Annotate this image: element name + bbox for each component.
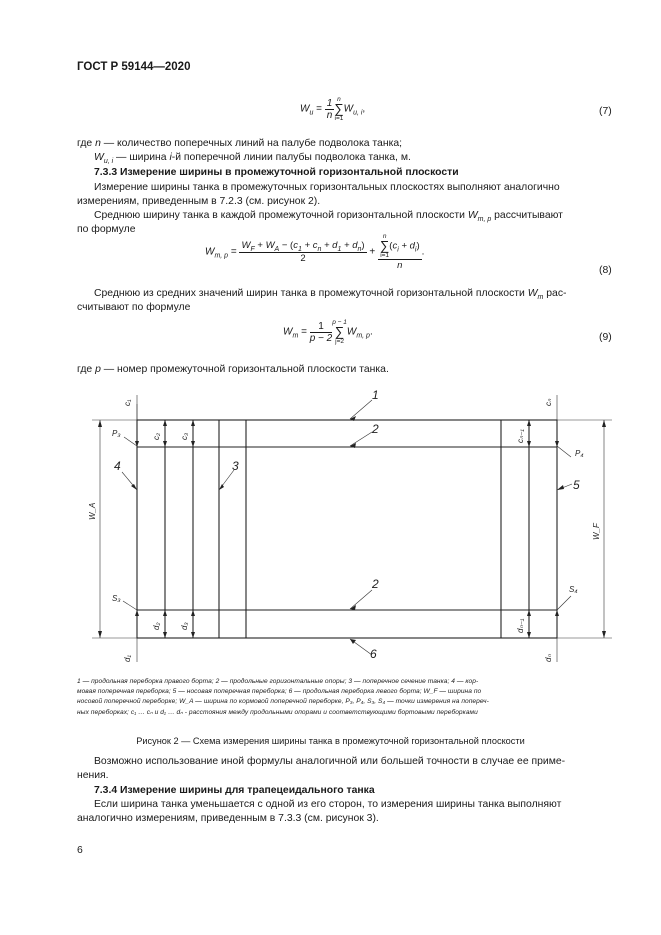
label-d3: d₃ [180,622,189,630]
figure-legend [77,677,617,718]
where-p-line: где p — номер промежуточной горизонтальной плоскости танка. [77,364,389,375]
label-s3: S₃ [112,594,121,603]
figure-caption: Рисунок 2 — Схема измерения ширины танка в промежуточной горизонтальной плоскости [136,736,525,746]
label-dn: dₙ [544,654,553,662]
section-7-3-3-para1-line1: Измерение ширины танка в промежуточных горизонтальных плоскостях выполняют аналогично [94,182,560,193]
after-figure-line2: нения. [77,770,109,781]
formula-8: $W_{m, p}$ = $\frac{W_F + W_A - (c_1 + c_n + d_1 + d_n)}{2}$ + n ∑ i=1 $(c_i + d_i)$ n . [205,233,425,271]
legend-line-4: ных переборках; c₁ … cₙ и d₁ … dₙ - расстояния между продольными опорами и соответствующими бортовыми переборками [77,708,478,716]
label-cn-1: cₙ₋₁ [516,429,525,443]
label-d1: d₁ [123,655,132,662]
where-n-line: где n — количество поперечных линий на палубе подволока танка; [77,138,403,149]
label-5: 5 [573,478,580,492]
standard-header: ГОСТ Р 59144—2020 [77,61,191,73]
label-c3: c₃ [180,432,189,440]
formula-7-number: (7) [599,106,612,117]
tank-outline [137,420,557,638]
label-d2: d₂ [152,622,161,630]
legend-line-2: мовая поперечная переборка; 5 — носовая поперечная переборка; 6 — продольная переборка левого борта; W_F — ширина по [77,688,482,696]
label-2-bottom: 2 [372,577,379,591]
label-c1: c₁ [123,399,132,406]
para3-line2: считывают по формуле [77,302,191,313]
formula-9-number: (9) [599,332,612,343]
label-wf: W_F [592,523,601,540]
label-cn: cₙ [544,398,553,406]
after-figure-line1: Возможно использование иной формулы аналогичной или большей точности в случае ее приме- [94,756,566,767]
formula-8-number: (8) [599,265,612,276]
label-4: 4 [114,459,121,473]
label-3: 3 [232,459,239,473]
label-6: 6 [370,647,377,661]
section-7-3-3-para1-line2: измерениям, приведенным в 7.2.3 (см. рисунок 2). [77,196,321,207]
section-7-3-4-line2: аналогично измерениям, приведенным в 7.3.3 (см. рисунок 3). [77,813,379,824]
section-7-3-4-line1: Если ширина танка уменьшается с одной из его сторон, то измерения ширины танка выполняют [94,799,562,810]
para3-line1: Среднюю из средних значений ширин танка в промежуточной горизонтальной плоскости $W_m$ рас- [94,288,567,302]
where-wui-line: $W_{u, i}$ — ширина i-й поперечной линии палубы подволока танка, м. [94,152,411,166]
section-7-3-3-para2-line1: Среднюю ширину танка в каждой промежуточной горизонтальной плоскости $W_{m, p}$ рассчитывают [94,210,563,224]
figure-2-diagram [0,380,661,670]
label-p3: P₃ [112,429,121,438]
label-s4: S₄ [569,585,578,594]
legend-line-1: 1 — продольная переборка правого борта; 2 — продольные горизонтальные опоры; 3 — поперечное сечение танка; 4 — кор- [77,678,479,685]
label-wa: W_A [88,502,97,520]
legend-line-3: носовой поперечной переборке; W_A — ширина по кормовой поперечной переборке, P₃, P₄, S₃, S₄ — точки измерения на попереч- [77,698,489,706]
section-7-3-3-para2-line2: по формуле [77,224,136,235]
label-2-top: 2 [372,422,379,436]
formula-9: $W_m$ = $\frac{1}{p - 2}$ p − 1 ∑ j=2 $W_{m, p}$. [283,319,373,345]
section-7-3-4-title: 7.3.4 Измерение ширины для трапецеидального танка [94,785,375,796]
label-c2: c₂ [152,432,161,440]
label-dn-1: dₙ₋₁ [516,618,525,633]
label-p4: P₄ [575,449,584,458]
label-1: 1 [372,388,379,402]
section-7-3-3-title: 7.3.3 Измерение ширины в промежуточной горизонтальной плоскости [94,167,459,178]
formula-7: $W_u$ = $\frac{1}{n}$ n ∑ i=1 $W_{u, i}$, [300,96,366,122]
page-number: 6 [77,845,83,856]
